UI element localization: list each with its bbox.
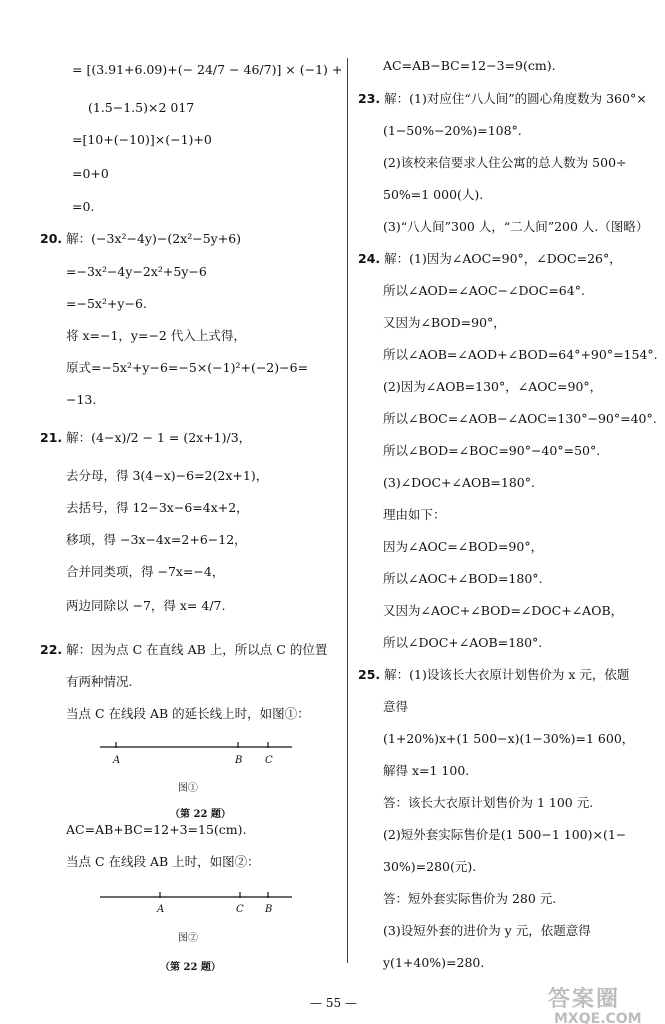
right-line-3: (1−50%−20%)=108°. [383, 123, 522, 138]
left-line-9: 将 x=−1，y=−2 代入上式得， [66, 328, 246, 343]
right-line-23: 解得 x=1 100. [383, 763, 470, 778]
right-line-10: 所以∠AOB=∠AOD+∠BOD=64°+90°=154°. [383, 347, 658, 362]
left-line-11: −13. [66, 392, 97, 407]
right-line-18: 又因为∠AOC+∠BOD=∠DOC+∠AOB， [383, 603, 624, 618]
left-line-5: =0. [72, 199, 95, 214]
problem-text: 解：因为点 C 在直线 AB 上，所以点 C 的位置 [66, 642, 328, 657]
problem-number: 24. [358, 251, 381, 266]
left-line-7: =−3x²−4y−2x²+5y−6 [66, 264, 207, 279]
left-line-17: 两边同除以 −7，得 x= 4/7. [66, 598, 226, 613]
fig1-subcaption: （第 22 题） [170, 809, 231, 820]
right-line-19: 所以∠DOC+∠AOB=180°. [383, 635, 543, 650]
right-line-15: 理由如下： [383, 507, 446, 522]
right-line-28: (3)设短外套的进价为 y 元，依题意得 [383, 923, 591, 938]
problem-25 [358, 667, 629, 683]
right-line-12: 所以∠BOC=∠AOB−∠AOC=130°−90°=40°. [383, 411, 657, 426]
right-line-6: (3)“八人间”300 人，“二人间”200 人.（图略） [383, 219, 649, 234]
problem-23 [358, 91, 647, 107]
right-line-22: (1+20%)x+(1 500−x)(1−30%)=1 600， [383, 731, 635, 746]
left-line-19: 有两种情况. [66, 674, 133, 689]
right-line-24: 答：该长大衣原计划售价为 1 100 元. [383, 795, 594, 810]
problem-number: 20. [40, 231, 63, 246]
problem-text: 解：(4−x)/2 − 1 = (2x+1)/3， [66, 430, 252, 445]
fig1-label-c: C [265, 755, 273, 766]
page-number: — 55 — [310, 996, 357, 1010]
fig2-label-a: A [157, 904, 165, 915]
fig2-label-c: C [236, 904, 244, 915]
right-line-1: AC=AB−BC=12−3=9(cm). [383, 58, 556, 73]
fig2-label-b: B [265, 904, 273, 915]
problem-22 [40, 642, 327, 658]
left-line-3: =[10+(−10)]×(−1)+0 [72, 132, 212, 147]
left-line-2: (1.5−1.5)×2 017 [88, 100, 195, 115]
problem-text: 解：(1)设该长大衣原计划售价为 x 元，依题 [384, 667, 630, 682]
problem-number: 23. [358, 91, 381, 106]
problem-24 [358, 251, 622, 267]
right-line-4: (2)该校来信要求人住公寓的总人数为 500÷ [383, 155, 627, 170]
right-line-26: 30%)=280(元). [383, 859, 477, 874]
left-line-10: 原式=−5x²+y−6=−5×(−1)²+(−2)−6= [66, 360, 309, 375]
right-line-9: 又因为∠BOD=90°， [383, 315, 506, 330]
problem-21 [40, 430, 251, 446]
left-line-1: = [(3.91+6.09)+(− 24/7 − 46/7)] × (−1) + [72, 62, 343, 77]
left-line-14: 去括号，得 12−3x−6=4x+2， [66, 500, 249, 515]
problem-text: 解：(−3x²−4y)−(2x²−5y+6) [66, 231, 242, 246]
fig2-caption: 图② [178, 933, 198, 944]
problem-text: 解：(1)因为∠AOC=90°，∠DOC=26°， [384, 251, 622, 266]
left-line-13: 去分母，得 3(4−x)−6=2(2x+1)， [66, 468, 269, 483]
left-line-21: AC=AB+BC=12+3=15(cm). [66, 822, 247, 837]
left-line-16: 合并同类项，得 −7x=−4， [66, 564, 225, 579]
left-line-8: =−5x²+y−6. [66, 296, 147, 311]
fig1-label-b: B [235, 755, 243, 766]
right-line-25: (2)短外套实际售价是(1 500−1 100)×(1− [383, 827, 627, 842]
problem-number: 22. [40, 642, 63, 657]
left-line-15: 移项，得 −3x−4x=2+6−12， [66, 532, 247, 547]
right-line-11: (2)因为∠AOB=130°，∠AOC=90°， [383, 379, 603, 394]
right-line-14: (3)∠DOC+∠AOB=180°. [383, 475, 535, 490]
problem-text: 解：(1)对应住“八人间”的圆心角度数为 360°× [384, 91, 647, 106]
column-divider [347, 58, 348, 963]
right-line-17: 所以∠AOC+∠BOD=180°. [383, 571, 543, 586]
right-line-21: 意得 [383, 699, 409, 714]
watermark-text: 答案圈 [548, 987, 621, 1012]
right-line-16: 因为∠AOC=∠BOD=90°， [383, 539, 544, 554]
problem-number: 21. [40, 430, 63, 445]
right-line-27: 答：短外套实际售价为 280 元. [383, 891, 557, 906]
right-line-29: y(1+40%)=280. [383, 955, 485, 970]
left-line-22: 当点 C 在线段 AB 上时，如图②： [66, 854, 260, 869]
right-line-5: 50%=1 000(人). [383, 187, 484, 202]
right-line-13: 所以∠BOD=∠BOC=90°−40°=50°. [383, 443, 601, 458]
fig1-label-a: A [113, 755, 121, 766]
problem-20 [40, 231, 241, 247]
fig1-caption: 图① [178, 783, 198, 794]
watermark-logo [548, 988, 642, 1024]
problem-number: 25. [358, 667, 381, 682]
right-line-8: 所以∠AOD=∠AOC−∠DOC=64°. [383, 283, 585, 298]
watermark-url: MXQE.COM [554, 1011, 642, 1024]
left-line-20: 当点 C 在线段 AB 的延长线上时，如图①： [66, 706, 310, 721]
fig2-subcaption: （第 22 题） [160, 962, 221, 973]
left-line-4: =0+0 [72, 166, 109, 181]
